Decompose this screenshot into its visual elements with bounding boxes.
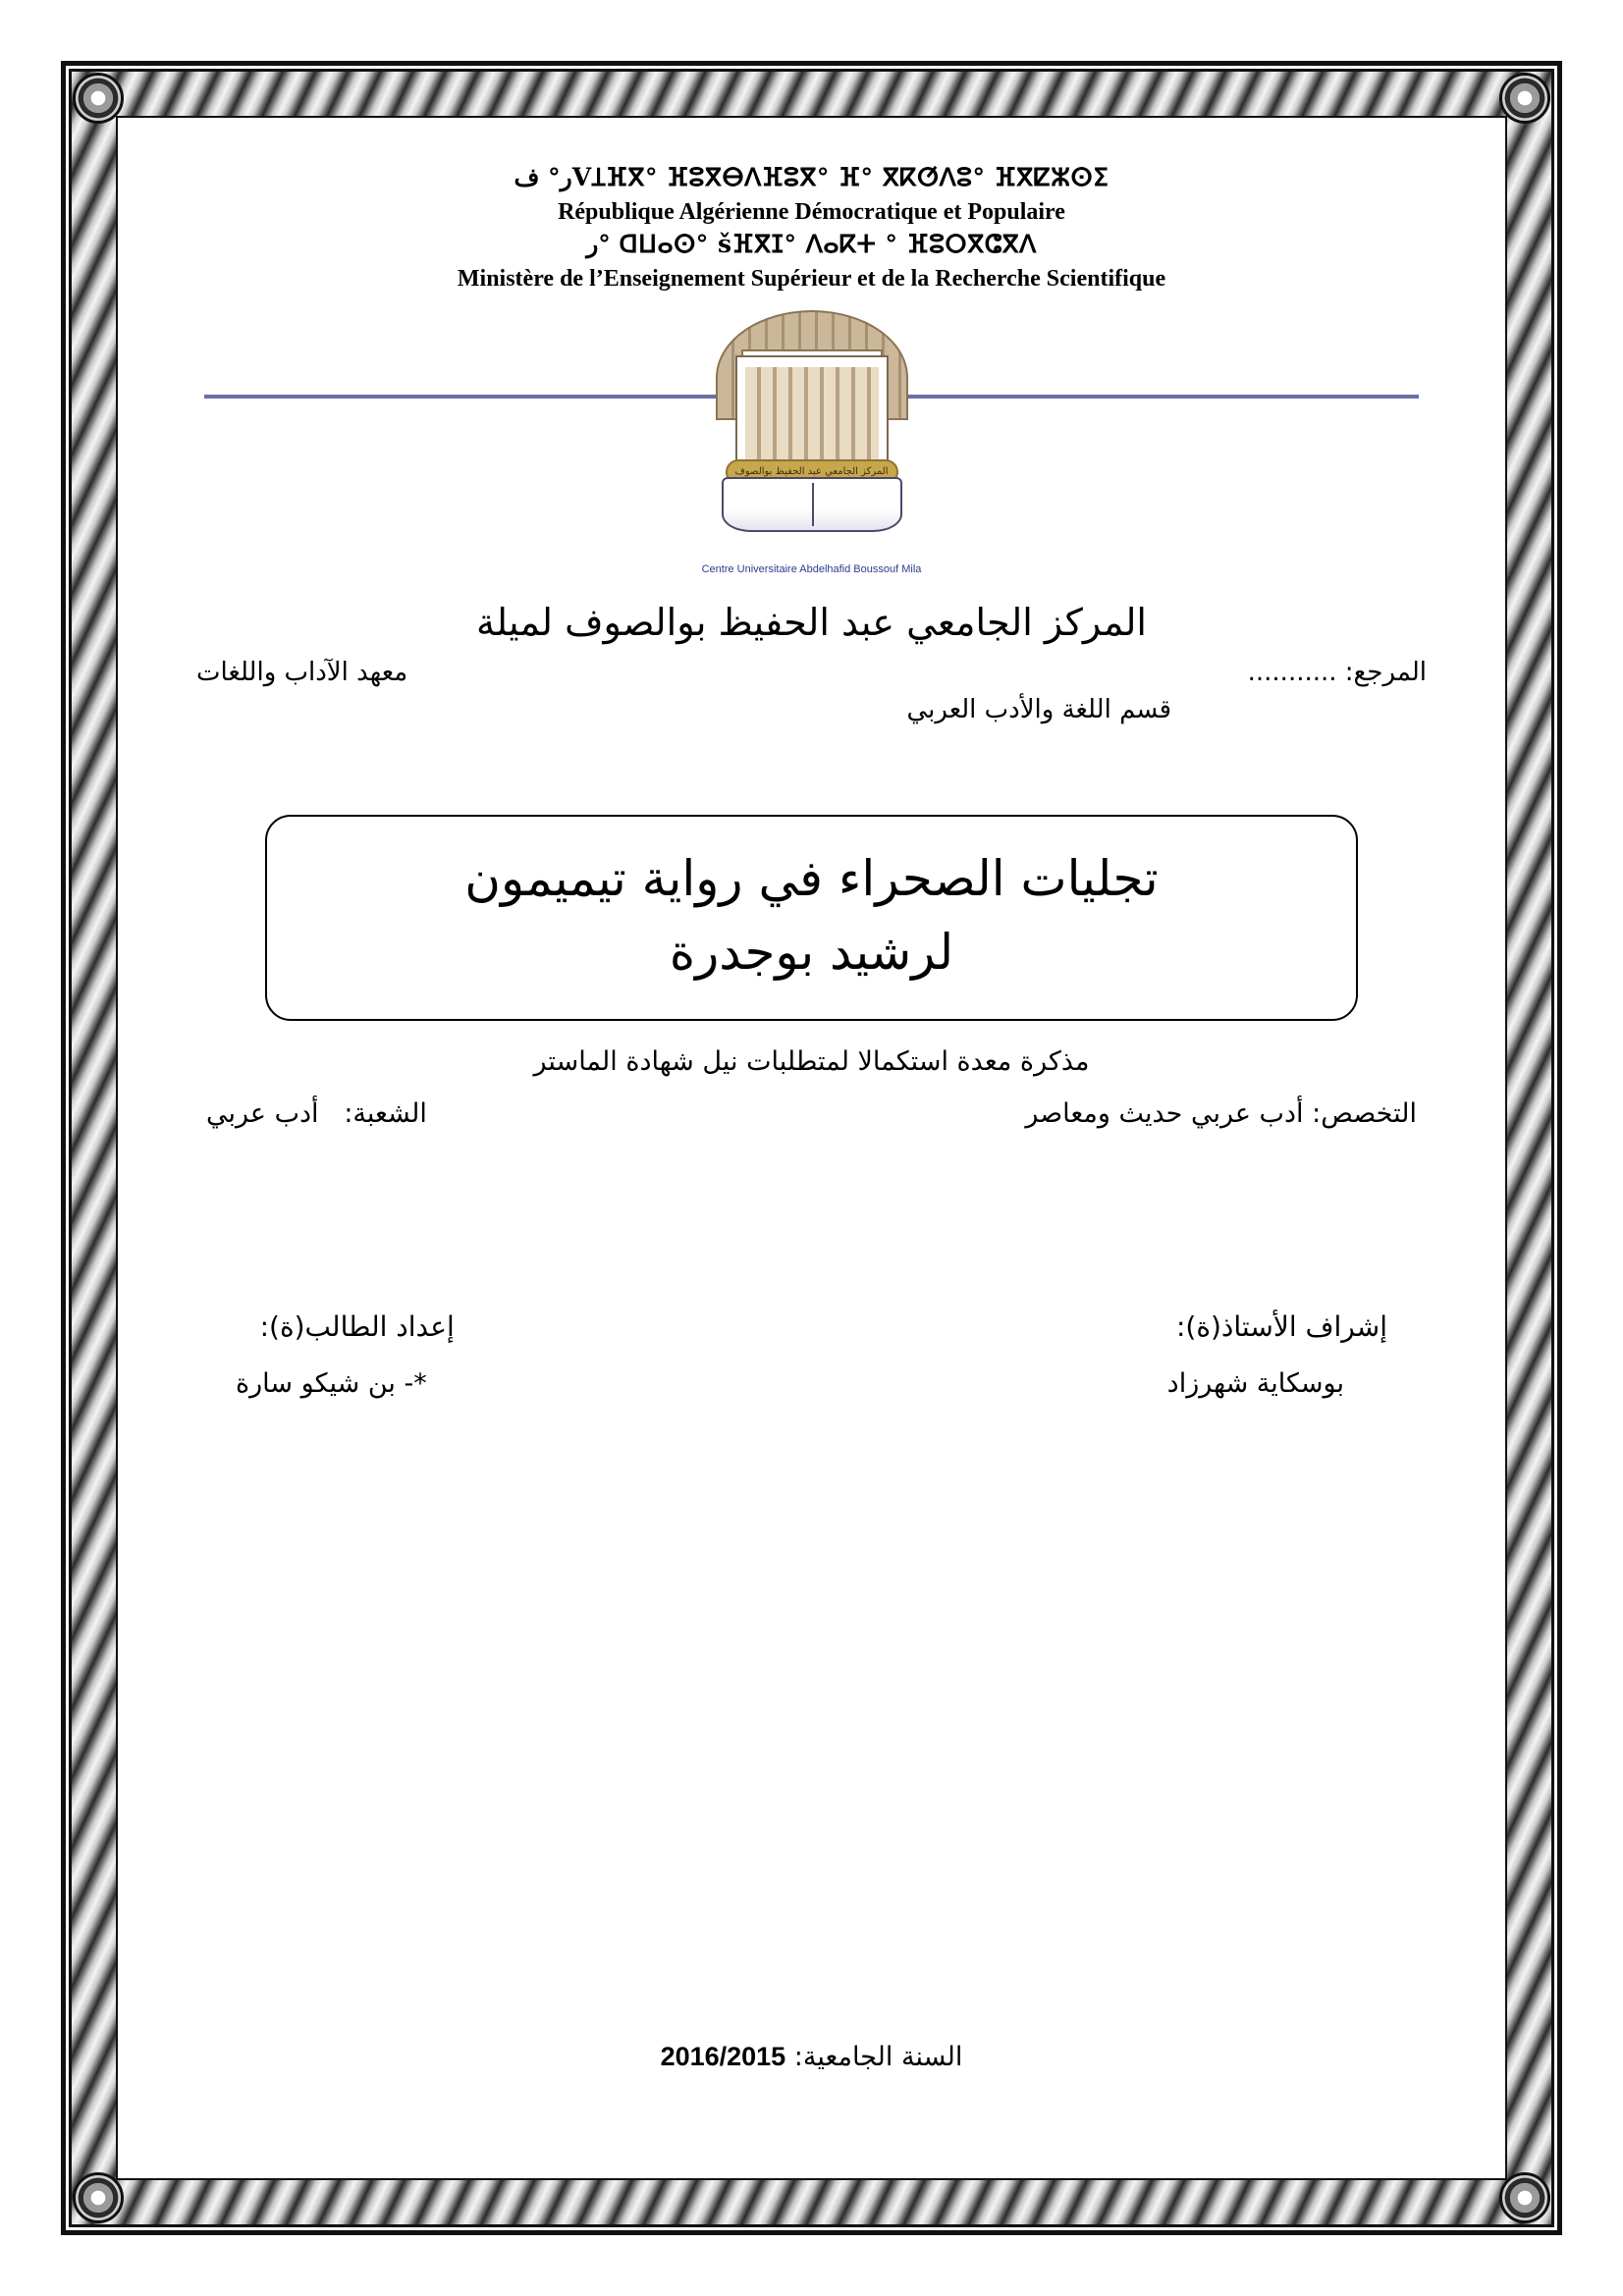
branch-specialty-row <box>196 1098 1427 1129</box>
corner-ornament-top-right <box>1499 73 1550 124</box>
ministry-arabic-line: ر° ꓷⵡⴰⵙ° šⴼⴳⵊ° ⴷⴰⴽⵜ ° ⴼⵓⵔⴳⵛⴳⴷ <box>586 230 1037 259</box>
authors-row <box>196 1310 1427 1399</box>
student-label: إعداد الطالب(ة): <box>259 1310 455 1344</box>
specialty-value: أدب عربي حديث ومعاصر <box>1025 1098 1304 1130</box>
branch-label: الشعبة: <box>344 1098 427 1130</box>
logo-area <box>196 310 1427 595</box>
logo-caption: Centre Universitaire Abdelhafid Boussouf Mila <box>701 563 922 576</box>
university-name: المركز الجامعي عبد الحفيظ بوالصوف لميلة <box>476 601 1147 645</box>
logo-book-icon <box>722 477 902 532</box>
student-block <box>236 1310 455 1399</box>
header-block <box>196 161 1427 294</box>
institute-name: معهد الآداب واللغات <box>196 658 408 688</box>
branch-value: أدب عربي <box>206 1098 319 1130</box>
corner-ornament-bottom-left <box>73 2172 124 2223</box>
academic-year-value: 2016/2015 <box>660 2042 786 2071</box>
page-content <box>137 137 1486 2159</box>
institute-reference-row <box>196 658 1427 687</box>
thesis-title-line-2: لرشيد بوجدرة <box>669 924 954 982</box>
reference-label: المرجع: ........... <box>1247 658 1427 688</box>
corner-ornament-bottom-right <box>1499 2172 1550 2223</box>
student-name: *- بن شيكو سارة <box>236 1368 427 1400</box>
specialty-field <box>1025 1098 1417 1129</box>
supervisor-label: إشراف الأستاذ(ة): <box>1175 1310 1387 1344</box>
corner-ornament-top-left <box>73 73 124 124</box>
supervisor-block <box>1167 1310 1387 1399</box>
republic-french-line: République Algérienne Démocratique et Populaire <box>558 198 1065 225</box>
ministry-french-line: Ministère de l’Enseignement Supérieur et de la Recherche Scientifique <box>457 265 1166 292</box>
republic-arabic-line: ر° فVꞱⴼⴳ° ⴼⵓⴳⴱⴷⴼⵓⴳ° ⴼ° ⴳⴽⵚⴷⵓ° ⴼⴳⵇⵣⵙⵉ <box>514 163 1109 191</box>
specialty-label: التخصص: <box>1312 1098 1417 1130</box>
supervisor-name: بوسكاية شهرزاد <box>1166 1368 1344 1400</box>
thesis-title-box <box>265 815 1358 1021</box>
logo-ribbon-text: المركز الجامعي عبد الحفيظ بوالصوف <box>726 459 898 485</box>
thesis-title-line-1: تجليات الصحراء في رواية تيميمون <box>464 850 1159 908</box>
academic-year-row <box>137 2042 1486 2072</box>
academic-year-label: السنة الجامعية: <box>793 2042 963 2072</box>
university-logo <box>696 310 928 577</box>
degree-note: مذكرة معدة استكمالا لمتطلبات نيل شهادة الماستر <box>533 1046 1090 1078</box>
branch-field <box>206 1098 427 1129</box>
department-name: قسم اللغة والأدب العربي <box>906 695 1171 725</box>
